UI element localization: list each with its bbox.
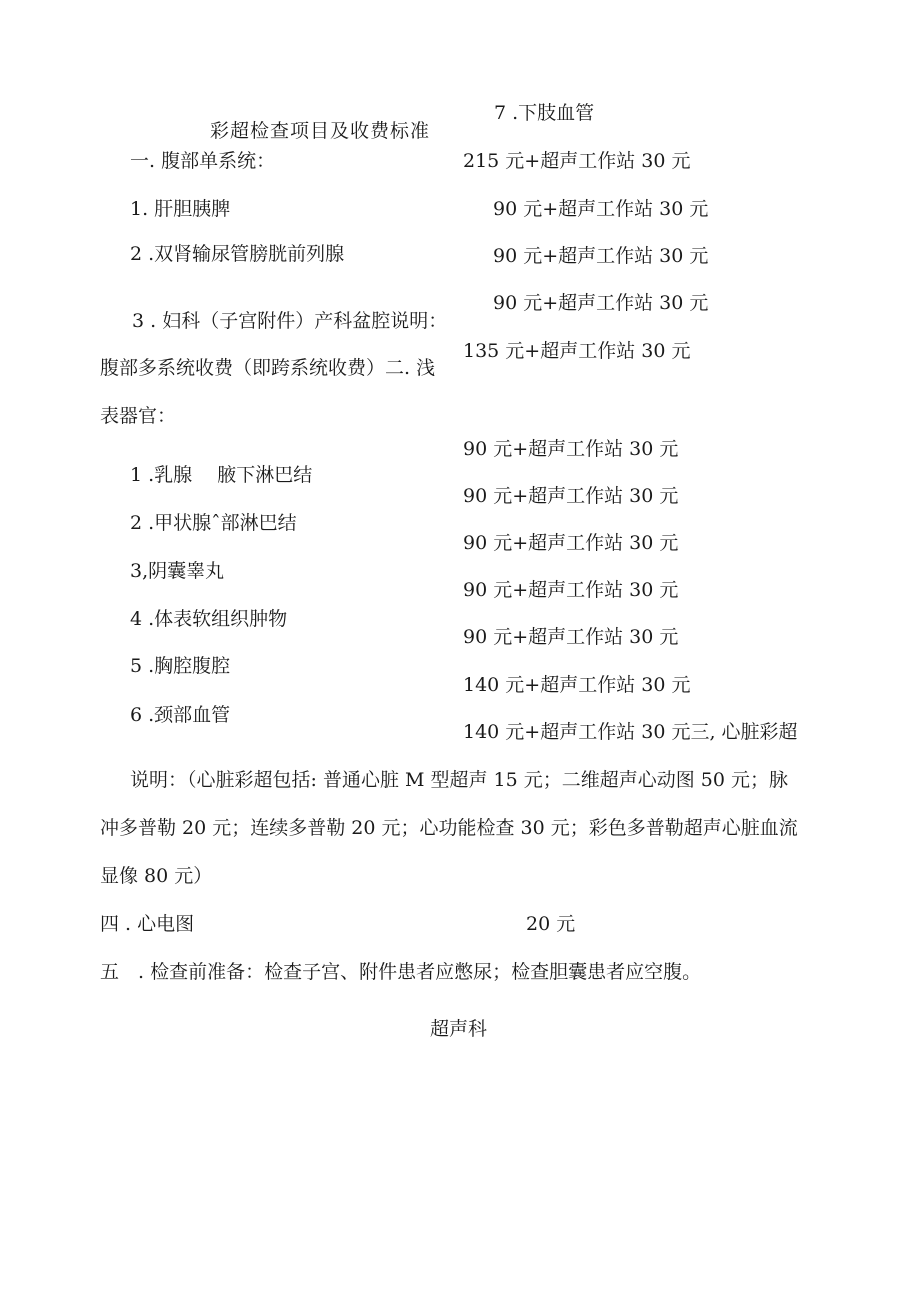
price-upper-3: 90 元+超声工作站 30 元 (493, 245, 709, 267)
page-title: 彩超检查项目及收费标准 (210, 120, 431, 142)
price-upper-5: 135 元+超声工作站 30 元 (463, 340, 691, 362)
section-two-item-5: 5 .胸腔腹腔 (130, 655, 231, 677)
price-lower-5: 90 元+超声工作站 30 元 (463, 626, 679, 648)
section-one-heading: 一. 腹部单系统： (130, 150, 276, 172)
cardiac-note-line1: 说明：（心脏彩超包括: 普通心脏 M 型超声 15 元；二维超声心动图 50 元；脉 (130, 769, 788, 791)
multi-system-note-line1: 腹部多系统收费（即跨系统收费）二. 浅 (100, 357, 436, 379)
price-lower-2: 90 元+超声工作站 30 元 (463, 485, 679, 507)
section-one-item-2: 2 .双肾输尿管膀胱前列腺 (130, 243, 345, 265)
price-upper-1: 215 元+超声工作站 30 元 (463, 150, 691, 172)
department-name: 超声科 (430, 1018, 488, 1040)
price-lower-4: 90 元+超声工作站 30 元 (463, 579, 679, 601)
price-lower-6: 140 元+超声工作站 30 元 (463, 674, 691, 696)
price-lower-7: 140 元+超声工作站 30 元三, 心脏彩超 (463, 721, 798, 743)
multi-system-note-line2: 表器官： (100, 405, 177, 427)
section-two-item-4: 4 .体表软组织肿物 (130, 608, 288, 630)
section-five-preparation: 五 . 检查前准备：检查子宫、附件患者应憋尿；检查胆囊患者应空腹。 (100, 961, 702, 983)
section-four-price: 20 元 (526, 913, 576, 935)
price-upper-2: 90 元+超声工作站 30 元 (493, 198, 709, 220)
item-seven-lower-limb-vessels: 7 .下肢血管 (494, 102, 595, 124)
price-upper-4: 90 元+超声工作站 30 元 (493, 292, 709, 314)
section-one-item-3: 3 . 妇科（子宫附件）产科盆腔说明： (132, 310, 448, 332)
section-two-item-1: 1 .乳腺 腋下淋巴结 (130, 464, 313, 486)
section-one-item-1: 1. 肝胆胰脾 (130, 198, 231, 220)
section-four-ecg: 四 . 心电图 (100, 913, 195, 935)
section-two-item-2: 2 .甲状腺ˆ部淋巴结 (130, 512, 297, 534)
price-lower-1: 90 元+超声工作站 30 元 (463, 438, 679, 460)
price-lower-3: 90 元+超声工作站 30 元 (463, 532, 679, 554)
cardiac-note-line3: 显像 80 元） (100, 865, 213, 887)
cardiac-note-line2: 冲多普勒 20 元；连续多普勒 20 元；心功能检查 30 元；彩色多普勒超声心脏血流 (100, 817, 798, 839)
section-two-item-3: 3,阴囊睾丸 (130, 560, 225, 582)
section-two-item-6: 6 .颈部血管 (130, 704, 231, 726)
